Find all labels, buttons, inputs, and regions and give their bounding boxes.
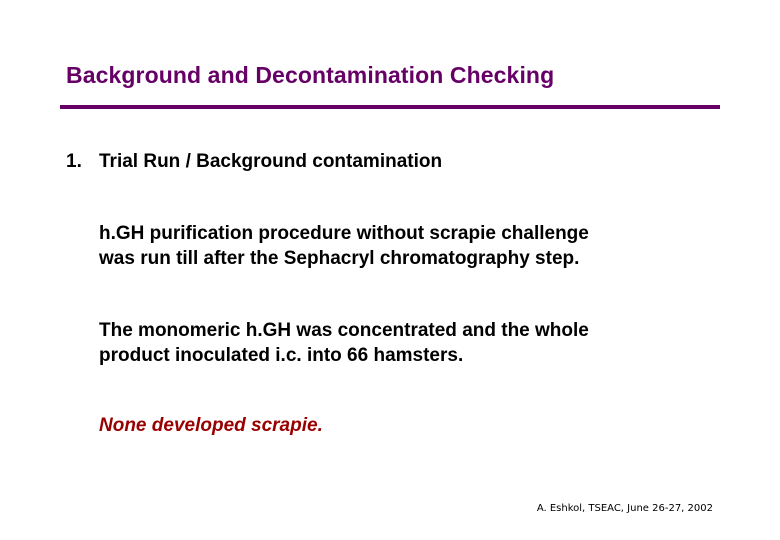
paragraph-purification [99,221,589,271]
slide-title: Background and Decontamination Checking [66,62,555,88]
footer-citation: A. Eshkol, TSEAC, June 26-27, 2002 [536,503,713,514]
paragraph-line: product inoculated i.c. into 66 hamsters. [99,345,464,366]
section-number: 1. [66,151,82,172]
section-heading [66,151,442,173]
paragraph-line: h.GH purification procedure without scrapie challenge [99,223,589,244]
title-divider [60,105,720,109]
paragraph-line: was run till after the Sephacryl chromatography step. [99,248,580,269]
conclusion-text: None developed scrapie. [99,415,323,436]
section-heading-text: Trial Run / Background contamination [99,151,443,172]
paragraph-line: The monomeric h.GH was concentrated and the whole [99,320,589,341]
paragraph-inoculation [99,318,589,368]
